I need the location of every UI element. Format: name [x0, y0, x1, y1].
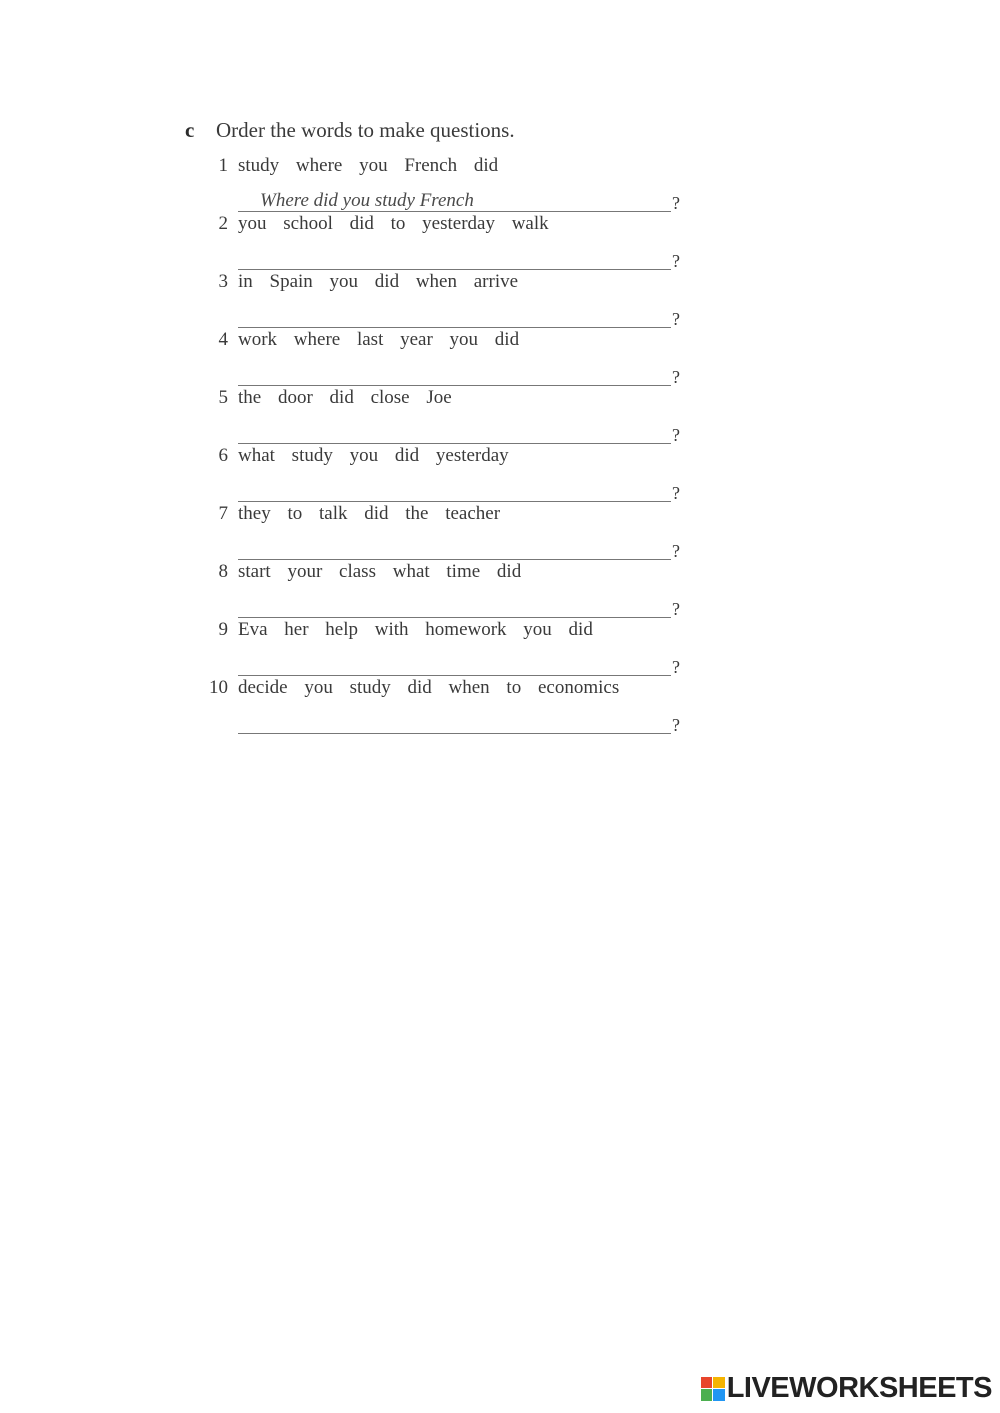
answer-field[interactable]: Where did you study French [238, 188, 671, 212]
liveworksheets-logo-icon [701, 1377, 725, 1401]
exercise-heading [185, 118, 515, 143]
scrambled-words: the door did close Joe [238, 387, 452, 408]
answer-field[interactable] [238, 652, 671, 676]
scrambled-words: start your class what time did [238, 561, 522, 582]
answer-field[interactable] [238, 594, 671, 618]
scrambled-words: you school did to yesterday walk [238, 213, 549, 234]
question-mark: ? [672, 541, 680, 561]
liveworksheets-brand [701, 1372, 992, 1405]
scrambled-words: what study you did yesterday [238, 445, 509, 466]
question-number: 7 [218, 503, 228, 524]
question-item [198, 561, 688, 619]
question-number: 4 [218, 329, 228, 350]
question-item [198, 677, 688, 735]
exercise-letter: c [185, 118, 195, 142]
question-number: 8 [218, 561, 228, 582]
question-number: 2 [218, 213, 228, 234]
question-mark: ? [672, 367, 680, 387]
question-number: 6 [218, 445, 228, 466]
question-item [198, 271, 688, 329]
question-number: 3 [218, 271, 228, 292]
answer-field[interactable] [238, 362, 671, 386]
question-item [198, 155, 688, 213]
question-number: 5 [218, 387, 228, 408]
question-item [198, 387, 688, 445]
question-mark: ? [672, 599, 680, 619]
question-mark: ? [672, 309, 680, 329]
answer-field[interactable] [238, 536, 671, 560]
question-mark: ? [672, 483, 680, 503]
scrambled-words: they to talk did the teacher [238, 503, 501, 524]
answer-field[interactable] [238, 246, 671, 270]
question-mark: ? [672, 251, 680, 271]
answer-field[interactable] [238, 478, 671, 502]
question-number: 1 [218, 155, 228, 176]
scrambled-words: decide you study did when to economics [238, 677, 620, 698]
question-item [198, 329, 688, 387]
answer-field[interactable] [238, 420, 671, 444]
scrambled-words: in Spain you did when arrive [238, 271, 519, 292]
question-mark: ? [672, 193, 680, 213]
answer-field[interactable] [238, 304, 671, 328]
question-item [198, 619, 688, 677]
question-item [198, 503, 688, 561]
brand-name: LIVEWORKSHEETS [726, 1372, 992, 1404]
question-mark: ? [672, 657, 680, 677]
question-number: 10 [209, 677, 228, 698]
question-item [198, 445, 688, 503]
question-mark: ? [672, 715, 680, 735]
question-item [198, 213, 688, 271]
scrambled-words: study where you French did [238, 155, 499, 176]
exercise-instruction: Order the words to make questions. [216, 118, 515, 142]
answer-field[interactable] [238, 710, 671, 734]
scrambled-words: work where last year you did [238, 329, 520, 350]
question-number: 9 [218, 619, 228, 640]
question-mark: ? [672, 425, 680, 445]
scrambled-words: Eva her help with homework you did [238, 619, 593, 640]
